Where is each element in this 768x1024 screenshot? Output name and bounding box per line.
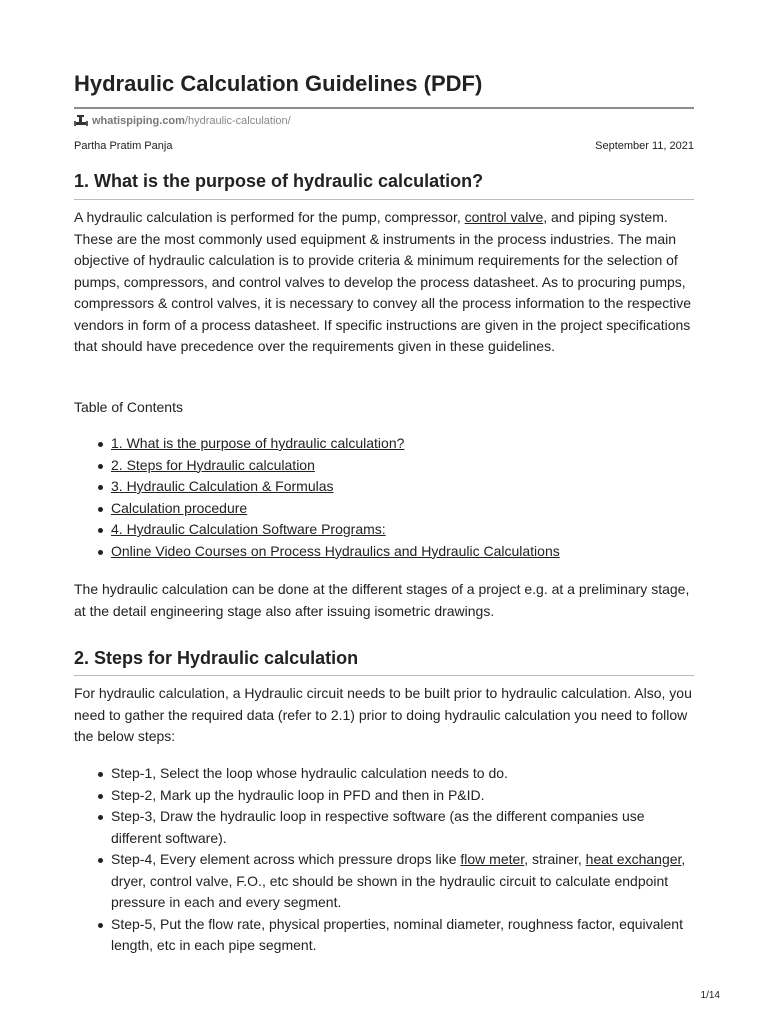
- flow-meter-link[interactable]: flow meter: [460, 851, 525, 867]
- section2-divider: [74, 675, 694, 676]
- source-domain: whatispiping.com: [92, 115, 185, 127]
- pipe-logo-icon: [74, 114, 88, 128]
- heat-exchanger-link[interactable]: heat exchanger: [585, 851, 682, 867]
- publish-date: September 11, 2021: [595, 140, 694, 152]
- steps-list: [74, 763, 694, 957]
- toc-item: [74, 433, 694, 455]
- section1-divider: [74, 199, 694, 200]
- toc-item: [74, 498, 694, 520]
- stages-paragraph: The hydraulic calculation can be done at the different stages of a project e.g. at a preliminary stage, at the detail engineering stage also after issuing isometric drawings.: [74, 581, 690, 619]
- toc-link-section3[interactable]: 3. Hydraulic Calculation & Formulas: [111, 478, 334, 494]
- control-valve-link[interactable]: control valve: [464, 209, 544, 225]
- source-path: /hydraulic-calculation/: [184, 115, 291, 127]
- page-title: Hydraulic Calculation Guidelines (PDF): [74, 71, 483, 96]
- author-name: Partha Pratim Panja: [74, 140, 173, 152]
- toc-link-section4[interactable]: 4. Hydraulic Calculation Software Programs:: [111, 521, 386, 537]
- toc-item: [74, 455, 694, 477]
- title-divider: [74, 107, 694, 109]
- step-item: Step-1, Select the loop whose hydraulic calculation needs to do.: [74, 763, 694, 785]
- toc-link-section1[interactable]: 1. What is the purpose of hydraulic calculation?: [111, 435, 405, 451]
- toc-heading: Table of Contents: [74, 399, 183, 415]
- section2-intro: For hydraulic calculation, a Hydraulic circuit needs to be built prior to hydraulic calculation. Also, you need to gather the required data (refer to 2.1) prior to doing hydraulic calculation you need to follow the below steps:: [74, 685, 692, 744]
- toc-item: [74, 541, 694, 563]
- section1-heading: 1. What is the purpose of hydraulic calculation?: [74, 171, 484, 191]
- toc-link-procedure[interactable]: Calculation procedure: [111, 499, 248, 516]
- toc-item: [74, 519, 694, 541]
- step-item: Step-5, Put the flow rate, physical properties, nominal diameter, roughness factor, equivalent length, etc in each pipe segment.: [74, 914, 694, 957]
- toc-link-section2[interactable]: 2. Steps for Hydraulic calculation: [111, 456, 315, 473]
- step-item: Step-2, Mark up the hydraulic loop in PFD and then in P&ID.: [74, 785, 694, 807]
- step-item: Step-4, Every element across which pressure drops like flow meter, strainer, heat exchanger, dryer, control valve, F.O., etc should be shown in the hydraulic circuit to calculate endpoint pressure in each and every segment.: [74, 849, 694, 914]
- toc-item: [74, 476, 694, 498]
- toc-list: [74, 433, 694, 562]
- page-number: 1/14: [700, 990, 720, 1001]
- step-item: Step-3, Draw the hydraulic loop in respective software (as the different companies use different software).: [74, 806, 694, 849]
- section1-paragraph: A hydraulic calculation is performed for the pump, compressor, control valve, and piping system. These are the most commonly used equipment & instruments in the process industries. The main objective of hydraulic calculation is to provide criteria & minimum requirements for the selection of pumps, compressors, and control valves to develop the process datasheet. As to procuring pumps, compressors & control valves, it is necessary to convey all the process information to the respective vendors in form of a process datasheet. If specific instructions are given in the project specifications that should have precedence over the requirements given in these guidelines.: [74, 209, 692, 354]
- source-url[interactable]: [74, 113, 291, 129]
- section2-heading: 2. Steps for Hydraulic calculation: [74, 648, 359, 668]
- toc-link-video-courses[interactable]: Online Video Courses on Process Hydraulics and Hydraulic Calculations: [111, 542, 560, 559]
